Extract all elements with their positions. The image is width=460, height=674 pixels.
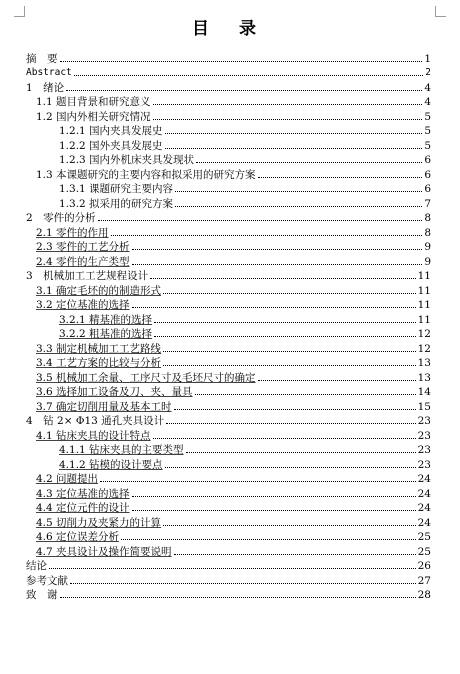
toc-entry-page-number: 4	[424, 81, 431, 94]
toc-entry-page-number: 5	[424, 139, 431, 152]
toc-entry-page-number: 23	[417, 444, 431, 456]
toc-entry-label: 3.2.1 精基准的选择	[59, 313, 153, 326]
toc-entry-label: 1.2 国内外相关研究情况	[36, 110, 151, 123]
toc-entry[interactable]	[26, 94, 431, 109]
dot-leader	[60, 597, 416, 598]
dot-leader	[166, 423, 415, 424]
toc-entry[interactable]	[26, 355, 431, 370]
toc-entry-page-number: 25	[417, 531, 431, 543]
toc-entry-page-number: 11	[417, 299, 431, 311]
table-of-contents	[26, 50, 431, 601]
dot-leader	[195, 394, 416, 395]
toc-entry[interactable]	[26, 442, 431, 457]
toc-entry[interactable]	[26, 529, 431, 544]
dot-leader	[165, 133, 423, 134]
toc-entry-page-number: 5	[424, 125, 431, 137]
toc-entry-label: 1.3.1 课题研究主要内容	[59, 183, 174, 195]
toc-entry-label: 1.2.1 国内夹具发展史	[59, 125, 163, 137]
toc-entry[interactable]	[26, 181, 431, 196]
toc-entry-page-number: 11	[417, 284, 431, 297]
dot-leader	[154, 322, 416, 323]
dot-leader	[258, 380, 416, 381]
toc-entry-page-number: 15	[417, 400, 431, 413]
toc-entry-page-number: 1	[424, 52, 431, 65]
toc-entry-label: 4.1.2 钻模的设计要点	[59, 458, 163, 471]
dot-leader	[132, 496, 416, 497]
toc-entry-label: 摘 要	[26, 52, 58, 65]
dot-leader	[163, 351, 416, 352]
toc-entry[interactable]	[26, 268, 431, 283]
toc-entry-page-number: 9	[424, 255, 431, 268]
toc-entry-page-number: 9	[424, 241, 431, 253]
dot-leader	[174, 409, 416, 410]
dot-leader	[153, 438, 416, 439]
toc-entry[interactable]	[26, 587, 431, 602]
toc-entry[interactable]	[26, 123, 431, 138]
toc-entry-label: 4.6 定位误差分析	[36, 531, 120, 543]
toc-entry-label: 4.4 定位元件的设计	[36, 502, 130, 514]
toc-entry[interactable]	[26, 326, 431, 341]
dot-leader	[153, 104, 423, 105]
toc-entry-page-number: 8	[424, 226, 431, 239]
dot-leader	[60, 61, 423, 62]
toc-entry-label: 3.1 确定毛坯的的制造形式	[36, 284, 162, 297]
dot-leader	[132, 249, 423, 250]
dot-leader	[132, 307, 416, 308]
toc-entry[interactable]	[26, 456, 431, 471]
dot-leader	[163, 365, 416, 366]
toc-entry-label: 2.4 零件的生产类型	[36, 255, 130, 268]
dot-leader	[196, 162, 422, 163]
toc-entry-label: 2.1 零件的作用	[36, 226, 109, 239]
dot-leader	[98, 220, 423, 221]
toc-entry-label: 3.4 工艺方案的比较与分析	[36, 357, 162, 369]
toc-entry-label: 3.2.2 粗基准的选择	[59, 328, 153, 340]
toc-entry[interactable]	[26, 340, 431, 355]
toc-entry-label: 2.3 零件的工艺分析	[36, 241, 130, 253]
toc-entry-page-number: 8	[424, 212, 431, 224]
toc-entry-page-number: 13	[417, 357, 431, 369]
dot-leader	[153, 119, 423, 120]
toc-entry-page-number: 24	[417, 502, 431, 514]
dot-leader	[49, 568, 416, 569]
dot-leader	[175, 191, 422, 192]
toc-entry-page-number: 12	[417, 342, 431, 355]
toc-entry-label: 2 零件的分析	[26, 212, 96, 224]
toc-entry[interactable]	[26, 369, 431, 384]
toc-entry[interactable]	[26, 558, 431, 573]
toc-entry[interactable]	[26, 384, 431, 399]
toc-entry-label: 4 钻 2× Φ13 通孔夹具设计	[26, 415, 165, 427]
dot-leader	[163, 293, 416, 294]
toc-entry-page-number: 7	[424, 197, 431, 210]
toc-entry-page-number: 12	[417, 328, 431, 340]
toc-entry-page-number: 23	[417, 415, 431, 427]
dot-leader	[150, 278, 415, 279]
toc-entry[interactable]	[26, 137, 431, 152]
toc-entry-page-number: 13	[417, 371, 431, 384]
toc-entry[interactable]	[26, 224, 431, 239]
dot-leader	[74, 75, 424, 76]
toc-entry-label: 4.3 定位基准的选择	[36, 487, 130, 500]
toc-entry[interactable]	[26, 108, 431, 123]
toc-entry-label: 3.6 选择加工设备及刀、夹、量具	[36, 386, 193, 398]
toc-entry[interactable]	[26, 210, 431, 225]
toc-entry[interactable]	[26, 239, 431, 254]
toc-entry[interactable]	[26, 195, 431, 210]
toc-entry[interactable]	[26, 253, 431, 268]
dot-leader	[100, 481, 416, 482]
toc-entry-page-number: 5	[424, 110, 431, 123]
toc-entry-page-number: 24	[417, 487, 431, 500]
dot-leader	[66, 90, 422, 91]
toc-entry[interactable]	[26, 471, 431, 486]
toc-entry[interactable]	[26, 427, 431, 442]
toc-entry-page-number: 27	[417, 574, 431, 587]
dot-leader	[165, 467, 416, 468]
toc-entry[interactable]	[26, 572, 431, 587]
toc-entry-label: 1.1 题目背景和研究意义	[36, 96, 151, 108]
toc-entry-page-number: 2	[425, 67, 431, 78]
toc-entry-label: 1.3 本课题研究的主要内容和拟采用的研究方案	[36, 168, 256, 181]
toc-entry-page-number: 6	[424, 154, 431, 166]
toc-entry-page-number: 4	[424, 96, 431, 108]
toc-entry-label: 1 绪论	[26, 81, 65, 94]
toc-entry-page-number: 26	[417, 560, 431, 572]
toc-entry-label: 3 机械加工工艺规程设计	[26, 270, 149, 282]
toc-entry-page-number: 23	[417, 429, 431, 442]
toc-entry-label: 3.5 机械加工余量、工序尺寸及毛坯尺寸的确定	[36, 371, 256, 384]
dot-leader	[111, 235, 423, 236]
toc-entry[interactable]	[26, 500, 431, 515]
dot-leader	[132, 510, 416, 511]
toc-entry-label: 3.3 制定机械加工工艺路线	[36, 342, 162, 355]
toc-entry-label: 4.5 切削力及夹紧力的计算	[36, 516, 162, 529]
toc-entry-page-number: 24	[417, 473, 431, 485]
dot-leader	[165, 148, 423, 149]
toc-entry-page-number: 25	[417, 545, 431, 558]
dot-leader	[70, 583, 416, 584]
toc-entry[interactable]	[26, 398, 431, 413]
dot-leader	[175, 206, 422, 207]
toc-title: 目 录	[192, 19, 268, 39]
toc-entry-label: 3.7 确定切削用量及基本工时	[36, 400, 172, 413]
toc-entry-label: Abstract	[26, 67, 72, 78]
dot-leader	[154, 336, 416, 337]
toc-entry[interactable]	[26, 152, 431, 167]
toc-entry[interactable]	[26, 65, 431, 80]
toc-entry-page-number: 11	[417, 270, 431, 282]
toc-entry-page-number: 28	[417, 589, 431, 601]
toc-entry-page-number: 6	[424, 168, 431, 181]
toc-entry[interactable]	[26, 297, 431, 312]
dot-leader	[186, 452, 416, 453]
dot-leader	[163, 525, 416, 526]
toc-entry[interactable]	[26, 282, 431, 297]
toc-entry-page-number: 23	[417, 458, 431, 471]
toc-entry-label: 1.3.2 拟采用的研究方案	[59, 197, 174, 210]
toc-entry-label: 4.1 钻床夹具的设计特点	[36, 429, 151, 442]
toc-entry[interactable]	[26, 50, 431, 65]
toc-entry[interactable]	[26, 485, 431, 500]
toc-entry-label: 1.2.3 国内外机床夹具发现状	[59, 154, 195, 166]
toc-entry[interactable]	[26, 166, 431, 181]
toc-entry-page-number: 11	[417, 313, 431, 326]
toc-entry-label: 3.2 定位基准的选择	[36, 299, 130, 311]
dot-leader	[174, 554, 416, 555]
toc-entry-label: 4.7 夹具设计及操作简要说明	[36, 545, 172, 558]
toc-entry[interactable]	[26, 514, 431, 529]
dot-leader	[121, 539, 416, 540]
toc-entry-page-number: 24	[417, 516, 431, 529]
toc-entry[interactable]	[26, 311, 431, 326]
toc-entry-label: 4.1.1 钻床夹具的主要类型	[59, 444, 184, 456]
toc-entry[interactable]	[26, 413, 431, 428]
toc-entry-label: 1.2.2 国外夹具发展史	[59, 139, 163, 152]
dot-leader	[258, 177, 423, 178]
toc-entry[interactable]	[26, 79, 431, 94]
toc-entry-label: 4.2 问题提出	[36, 473, 99, 485]
toc-entry-label: 参考文献	[26, 574, 68, 587]
toc-entry[interactable]	[26, 543, 431, 558]
dot-leader	[132, 264, 423, 265]
toc-entry-label: 结论	[26, 560, 47, 572]
toc-entry-page-number: 6	[424, 183, 431, 195]
toc-entry-page-number: 14	[417, 386, 431, 398]
toc-entry-label: 致 谢	[26, 589, 58, 601]
